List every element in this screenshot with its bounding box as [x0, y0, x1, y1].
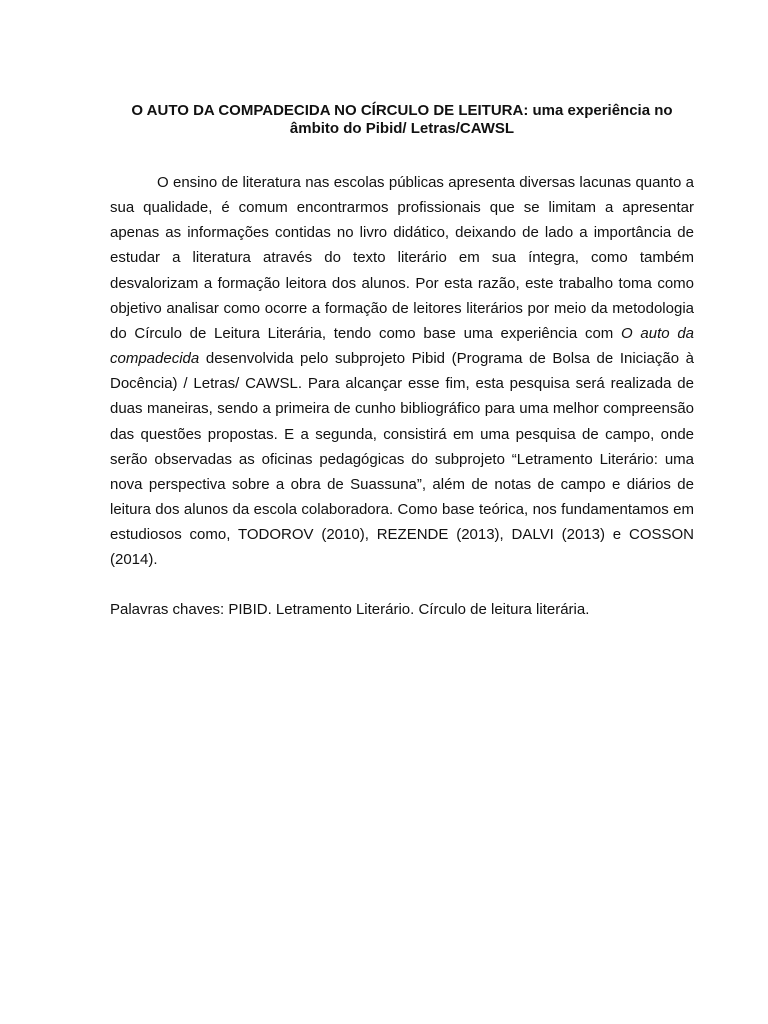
document-title: O AUTO DA COMPADECIDA NO CÍRCULO DE LEITURA: uma experiência no âmbito do Pibid/ Letras/CAWSL [131, 102, 673, 137]
abstract-text-part-1: O ensino de literatura nas escolas públicas apresenta diversas lacunas quanto a sua qualidade, é comum encontrarmos profissionais que se limitam a apresentar apenas as informações contidas no livro didático, deixando de lado a importância de estudar a literatura através do texto literário em sua íntegra, como também desvalorizam a formação leitora dos alunos. Por esta razão, este trabalho toma como objetivo analisar como ocorre a formação de leitores literários por meio da metodologia do Círculo de Leitura Literária, tendo como base uma experiência com [110, 174, 694, 342]
abstract-text-part-2: desenvolvida pelo subprojeto Pibid (Programa de Bolsa de Iniciação à Docência) / Letras/ CAWSL. Para alcançar esse fim, esta pesquisa será realizada de duas maneiras, sendo a primeira de cunho bibliográfico para uma melhor compreensão das questões propostas. E a segunda, consistirá em uma pesquisa de campo, onde serão observadas as oficinas pedagógicas do subprojeto “Letramento Literário: uma nova perspectiva sobre a obra de Suassuna”, além de notas de campo e diários de leitura dos alunos da escola colaboradora. Como base teórica, nos fundamentamos em estudiosos como, TODOROV (2010), REZENDE (2013), DALVI (2013) e COSSON (2014). [110, 350, 694, 569]
abstract-paragraph [110, 170, 694, 573]
work-title-italic: O auto da compadecida [110, 324, 695, 368]
keywords-line: Palavras chaves: PIBID. Letramento Literário. Círculo de leitura literária. [110, 601, 590, 618]
